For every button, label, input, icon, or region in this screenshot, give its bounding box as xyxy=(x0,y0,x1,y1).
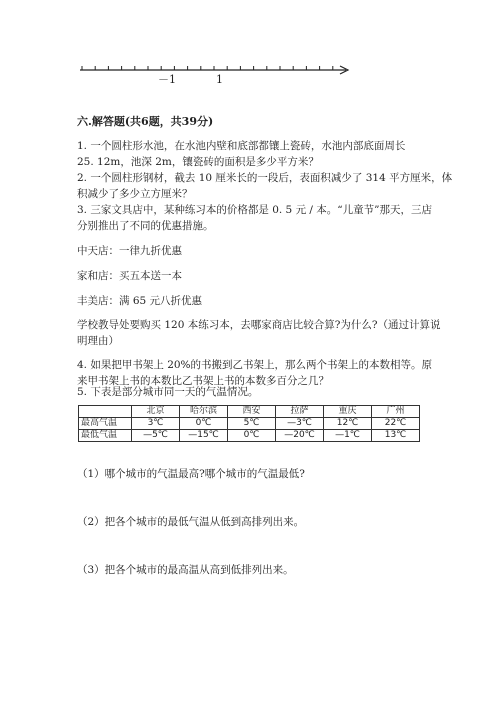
table-cell: 12℃ xyxy=(324,418,372,430)
table-header-cell: 广州 xyxy=(372,406,420,418)
q4-line1: 4. 如果把甲书架上 20%的书搬到乙书架上，那么两个书架上的本数相等。原 xyxy=(77,359,433,371)
table-header-cell: 哈尔滨 xyxy=(180,406,228,418)
q4-line2: 来甲书架上书的本数比乙书架上书的本数多百分之几？ xyxy=(77,375,329,387)
table-cell: 0℃ xyxy=(180,418,228,430)
q3-store3: 丰美店：满 65 元八折优惠 xyxy=(77,295,203,307)
q5-sub3: （3）把各个城市的最高温从高到低排列出来。 xyxy=(77,564,294,576)
table-cell: 5℃ xyxy=(228,418,276,430)
temperature-table xyxy=(78,405,420,442)
q3-ask-line1: 学校教导处要购买 120 本练习本，去哪家商店比较合算?为什么?（通过计算说 xyxy=(77,319,441,331)
table-cell: —1℃ xyxy=(324,430,372,442)
table-cell: 最高气温 xyxy=(79,418,132,430)
table-cell: 13℃ xyxy=(372,430,420,442)
table-cell: —15℃ xyxy=(180,430,228,442)
number-line-label-neg: －1 xyxy=(158,73,176,86)
table-cell: 22℃ xyxy=(372,418,420,430)
q3-store2: 家和店：买五本送一本 xyxy=(77,270,182,282)
table-cell: —20℃ xyxy=(276,430,324,442)
table-header-row xyxy=(79,406,420,418)
table-cell: —3℃ xyxy=(276,418,324,430)
table-cell: 0℃ xyxy=(228,430,276,442)
table-header-cell: 拉萨 xyxy=(276,406,324,418)
q5-sub1: （1）哪个城市的气温最高?哪个城市的气温最低? xyxy=(77,468,305,480)
number-line xyxy=(70,56,360,96)
q5-sub2: （2）把各个城市的最低气温从低到高排列出来。 xyxy=(77,516,305,528)
table-cell: 最低气温 xyxy=(79,430,132,442)
q1-line1: 1. 一个圆柱形水池，在水池内壁和底部都镶上瓷砖，水池内部底面周长 xyxy=(77,140,406,152)
section-title: 六.解答题(共6题，共39分) xyxy=(77,115,214,128)
table-cell: 3℃ xyxy=(132,418,180,430)
table-header-cell xyxy=(79,406,132,418)
table-header-cell: 北京 xyxy=(132,406,180,418)
q1-line2: 25. 12m，池深 2m，镶瓷砖的面积是多少平方米？ xyxy=(77,156,319,168)
q3-line2: 分别推出了不同的优惠措施。 xyxy=(77,220,214,232)
table-row xyxy=(79,430,420,442)
q3-line1: 3. 三家文具店中，某种练习本的价格都是 0. 5 元 / 本。“儿童节”那天，三店 xyxy=(77,204,433,216)
table-cell: —5℃ xyxy=(132,430,180,442)
q2-line1: 2. 一个圆柱形钢材，截去 10 厘米长的一段后，表面积减少了 314 平方厘米，体 xyxy=(77,172,453,184)
table-header-cell: 重庆 xyxy=(324,406,372,418)
q5-line1: 5. 下表是部分城市同一天的气温情况。 xyxy=(77,386,259,398)
q3-ask-line2: 明理由） xyxy=(77,335,119,347)
q2-line2: 积减少了多少立方厘米？ xyxy=(77,188,193,200)
table-row xyxy=(79,418,420,430)
q3-store1: 中天店：一律九折优惠 xyxy=(77,245,182,257)
number-line-label-pos: 1 xyxy=(216,73,223,86)
table-header-cell: 西安 xyxy=(228,406,276,418)
